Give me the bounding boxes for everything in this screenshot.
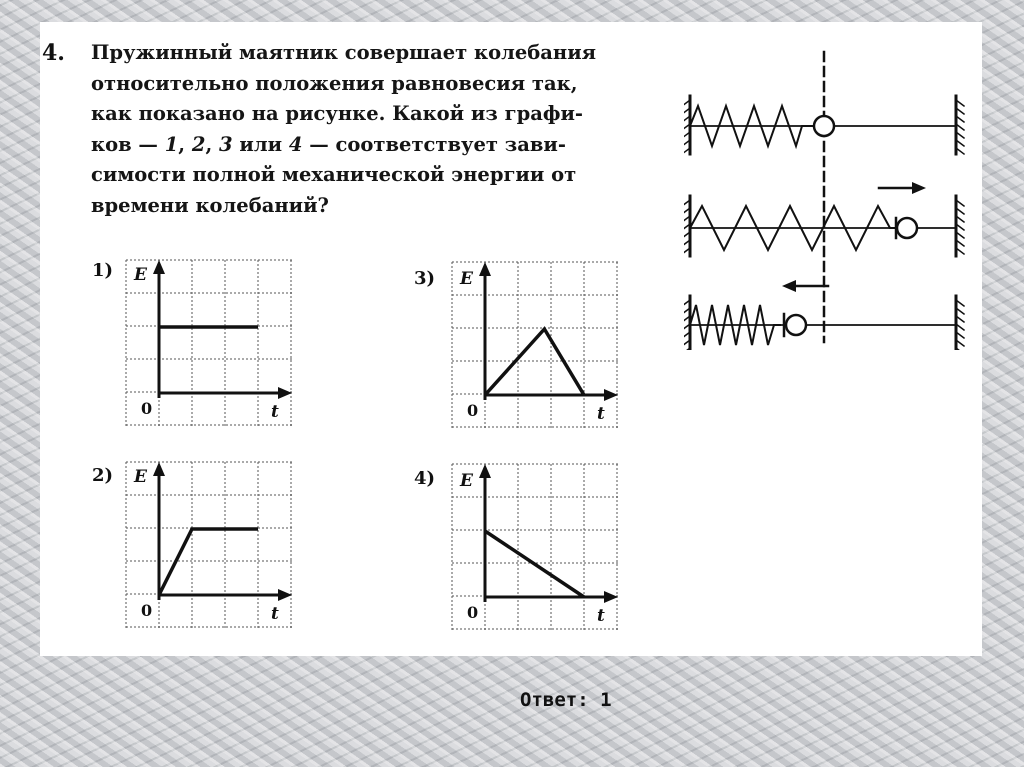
graph-1-y-arrow — [153, 260, 165, 274]
graph-1-label: 1) — [92, 260, 114, 281]
graph-3-label: 3) — [414, 268, 436, 289]
graph-3-x-label: t — [597, 404, 605, 424]
option-3-ref: 3 — [219, 132, 233, 156]
graph-3-x-arrow — [604, 389, 618, 401]
question-line-6: времени колебаний? — [91, 193, 329, 217]
graph-3 — [450, 260, 622, 432]
graph-2-label: 2) — [92, 465, 114, 486]
option-1-ref: 1 — [164, 132, 179, 156]
spring-pendulum-figure — [684, 50, 974, 350]
graph-3-y-label: E — [460, 269, 473, 289]
problem-sheet — [40, 22, 982, 656]
pendulum-ball-3 — [786, 315, 806, 335]
graph-4-origin: 0 — [467, 603, 479, 622]
graph-4-y-label: E — [460, 471, 473, 491]
graph-3-series-line — [485, 329, 584, 395]
answer-text: Ответ: 1 — [520, 689, 612, 711]
question-number: 4. — [42, 40, 65, 66]
question-line-3: как показано на рисунке. Какой из графи- — [91, 102, 583, 125]
graph-3-y-arrow — [479, 262, 491, 276]
pendulum-ball-2 — [897, 218, 917, 238]
graph-4-y-arrow — [479, 464, 491, 478]
option-4-ref: 4 — [288, 132, 303, 156]
question-line-1: Пружинный маятник совершает колебания — [91, 41, 597, 64]
pendulum-ball-1 — [814, 116, 834, 136]
graph-1-x-label: t — [271, 402, 279, 422]
graph-1-y-label: E — [134, 265, 147, 285]
question-line-2: относительно положения равновесия так, — [91, 71, 578, 95]
graph-2-x-arrow — [278, 589, 292, 601]
question-line-4: ков — 1, 2, 3 или 4 — соответствует зави- — [91, 132, 566, 156]
question-line-5: симости полной механической энергии от — [91, 163, 577, 186]
graph-4-x-label: t — [597, 606, 605, 626]
graph-2-y-label: E — [134, 467, 147, 487]
graph-4-series-line — [485, 531, 584, 597]
graph-2-y-arrow — [153, 462, 165, 476]
graph-2-x-label: t — [271, 604, 279, 624]
graph-4 — [450, 462, 622, 634]
option-2-ref: 2 — [191, 132, 206, 156]
question-text — [91, 38, 651, 221]
graph-2-origin: 0 — [141, 601, 153, 620]
graph-2 — [124, 460, 296, 632]
graph-1 — [124, 258, 296, 430]
graph-2-series-line — [159, 529, 258, 595]
graph-3-origin: 0 — [467, 401, 479, 420]
graph-4-x-arrow — [604, 591, 618, 603]
graph-1-x-arrow — [278, 387, 292, 399]
graph-4-label: 4) — [414, 468, 436, 489]
graph-1-origin: 0 — [141, 399, 153, 418]
